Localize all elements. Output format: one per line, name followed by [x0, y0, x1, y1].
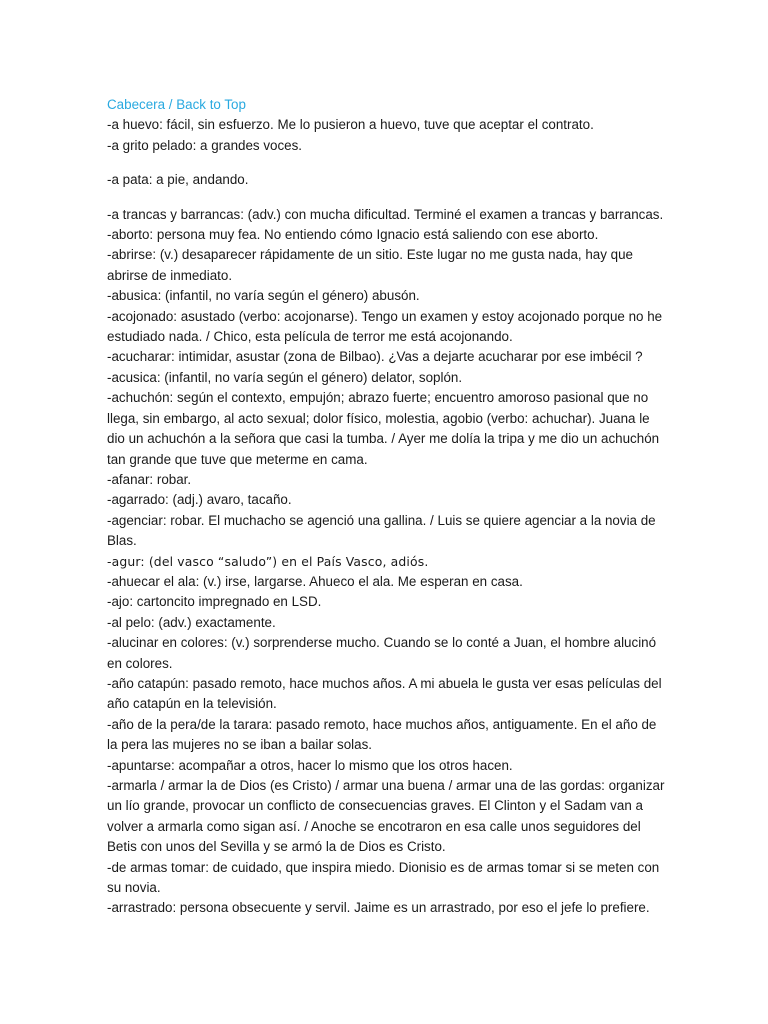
entry-alucinar-en-colores: -alucinar en colores: (v.) sorprenderse mucho. Cuando se lo conté a Juan, el hombre alucinó en colores.	[107, 635, 657, 671]
entry-de-armas-tomar: -de armas tomar: de cuidado, que inspira miedo. Dionisio es de armas tomar si se meten con su novia.	[107, 859, 660, 896]
entry-achuchon: -achuchón: según el contexto, empujón; abrazo fuerte; encuentro amoroso pasional que no llega, sin embargo, al acto sexual; dolor físico, molestia, agobio (verbo: achuchar). Juana le dio un achuchón a la señora que casi la tumba. / Ayer me dolía la tripa y me dio un achuchón tan grande que tuve que meterme en cama.	[107, 390, 660, 467]
back-to-top-link[interactable]: Cabecera / Back to Top	[107, 97, 246, 112]
entry-acojonado: -acojonado: asustado (verbo: acojonarse). Tengo un examen y estoy acojonado porque no he estudiado nada. / Chico, esta película de terror me está acojonando.	[107, 308, 663, 345]
entry-abrirse: -abrirse: (v.) desaparecer rápidamente de un sitio. Este lugar no me gusta nada, hay que abrirse de inmediato.	[107, 247, 634, 283]
entry-agarrado: -agarrado: (adj.) avaro, tacaño.	[107, 492, 292, 508]
entry-agur: -agur: (del vasco “saludo”) en el País Vasco, adiós.	[107, 553, 429, 569]
entry-ajo: -ajo: cartoncito impregnado en LSD.	[107, 594, 322, 610]
entry-ano-de-la-pera: -año de la pera/de la tarara: pasado remoto, hace muchos años, antiguamente. En el año de la pera las mujeres no se iban a bailar solas.	[107, 716, 657, 753]
entry-abusica: -abusica: (infantil, no varía según el género) abusón.	[107, 288, 420, 304]
entry-a-grito-pelado: -a grito pelado: a grandes voces.	[107, 137, 303, 153]
entry-a-pata: -a pata: a pie, andando.	[107, 172, 249, 188]
entry-arrastrado: -arrastrado: persona obsecuente y servil. Jaime es un arrastrado, por eso el jefe lo prefiere.	[107, 900, 650, 916]
entry-ahuecar-el-ala: -ahuecar el ala: (v.) irse, largarse. Ahueco el ala. Me esperan en casa.	[107, 573, 523, 589]
entry-al-pelo: -al pelo: (adv.) exactamente.	[107, 614, 276, 630]
entry-agenciar: -agenciar: robar. El muchacho se agenció una gallina. / Luis se quiere agenciar a la novia de Blas.	[107, 512, 656, 549]
entry-afanar: -afanar: robar.	[107, 471, 192, 487]
entry-acucharar: -acucharar: intimidar, asustar (zona de Bilbao). ¿Vas a dejarte acucharar por ese imbécil ?	[107, 349, 643, 365]
entry-a-trancas-y-barrancas: -a trancas y barrancas: (adv.) con mucha dificultad. Terminé el examen a trancas y barrancas.	[107, 206, 664, 222]
entry-ano-catapun: -año catapún: pasado remoto, hace muchos años. A mi abuela le gusta ver esas películas del año catapún en la televisión.	[107, 675, 662, 712]
entry-acusica: -acusica: (infantil, no varía según el género) delator, soplón.	[107, 369, 463, 385]
entry-armarla: -armarla / armar la de Dios (es Cristo) / armar una buena / armar una de las gordas: organizar un lío grande, provocar un conflicto de consecuencias graves. El Clinton y el Sadam van a volver a armarla como sigan así. / Anoche se encotraron en esa calle unos seguidores del Betis con unos del Sevilla y se armó la de Dios es Cristo.	[107, 778, 665, 855]
entry-apuntarse: -apuntarse: acompañar a otros, hacer lo mismo que los otros hacen.	[107, 757, 513, 773]
document-body	[107, 95, 667, 919]
entry-a-huevo: -a huevo: fácil, sin esfuerzo. Me lo pusieron a huevo, tuve que aceptar el contrato.	[107, 117, 594, 133]
entry-aborto: -aborto: persona muy fea. No entiendo cómo Ignacio está saliendo con ese aborto.	[107, 227, 599, 243]
